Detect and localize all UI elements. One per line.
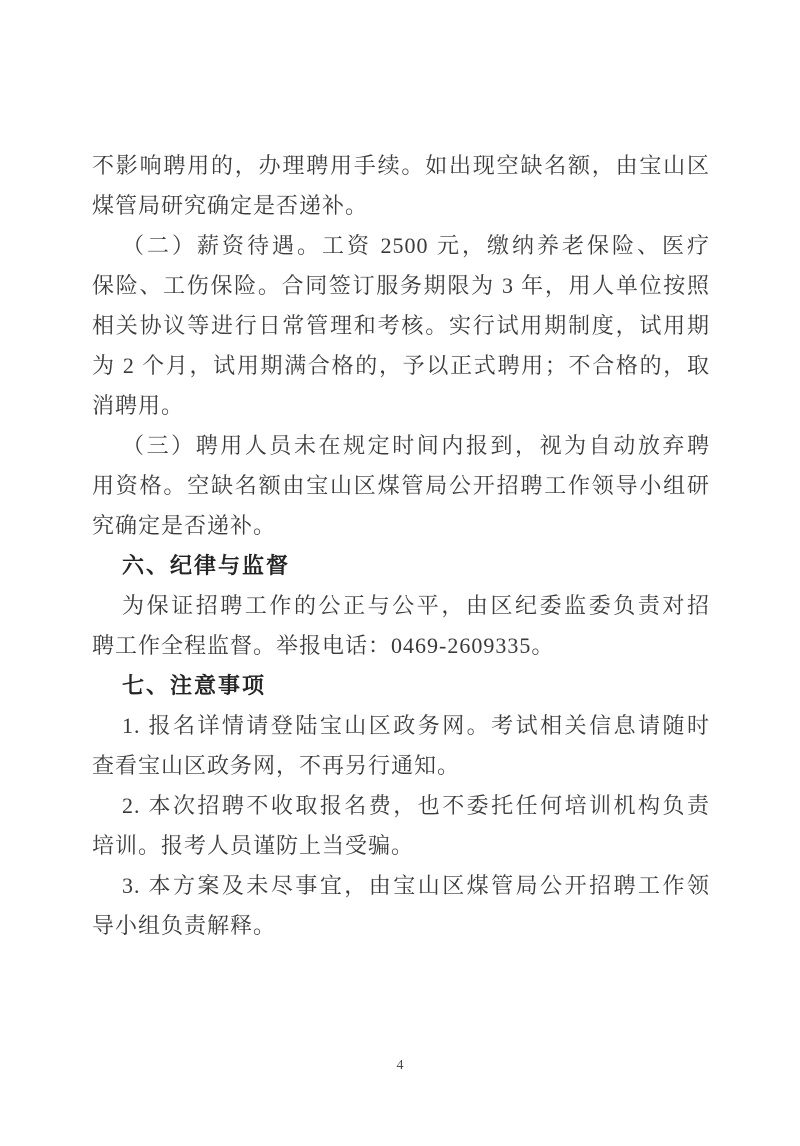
text-line: 消聘用。 <box>92 393 185 418</box>
page-number: 4 <box>396 1058 404 1073</box>
text-line: 聘工作全程监督。举报电话：0469-2609335。 <box>92 633 555 658</box>
text-line: （三）聘用人员未在规定时间内报到，视为自动放弃聘 <box>122 433 710 458</box>
text-line: 培训。报考人员谨防上当受骗。 <box>92 833 415 858</box>
text-line: 查看宝山区政务网，不再另行通知。 <box>92 753 461 778</box>
text-line: 用资格。空缺名额由宝山区煤管局公开招聘工作领导小组研 <box>92 473 710 498</box>
text-line: 3. 本方案及未尽事宜，由宝山区煤管局公开招聘工作领 <box>122 873 710 898</box>
text-line: （二）薪资待遇。工资 2500 元，缴纳养老保险、医疗 <box>122 233 710 258</box>
section-heading-discipline: 六、纪律与监督 <box>122 553 291 578</box>
text-line: 为 2 个月，试用期满合格的，予以正式聘用；不合格的，取 <box>92 353 710 378</box>
section-heading-notes: 七、注意事项 <box>122 673 267 698</box>
text-line: 保险、工伤保险。合同签订服务期限为 3 年，用人单位按照 <box>92 273 710 298</box>
text-line: 究确定是否递补。 <box>92 513 277 538</box>
text-line: 1. 报名详情请登陆宝山区政务网。考试相关信息请随时 <box>122 713 710 738</box>
text-line: 导小组负责解释。 <box>92 913 277 938</box>
text-line: 为保证招聘工作的公正与公平，由区纪委监委负责对招 <box>122 593 710 618</box>
document-body <box>92 146 710 946</box>
text-line: 不影响聘用的，办理聘用手续。如出现空缺名额，由宝山区 <box>92 153 710 178</box>
text-line: 煤管局研究确定是否递补。 <box>92 193 369 218</box>
text-line: 相关协议等进行日常管理和考核。实行试用期制度，试用期 <box>92 313 710 338</box>
text-line: 2. 本次招聘不收取报名费，也不委托任何培训机构负责 <box>122 793 710 818</box>
